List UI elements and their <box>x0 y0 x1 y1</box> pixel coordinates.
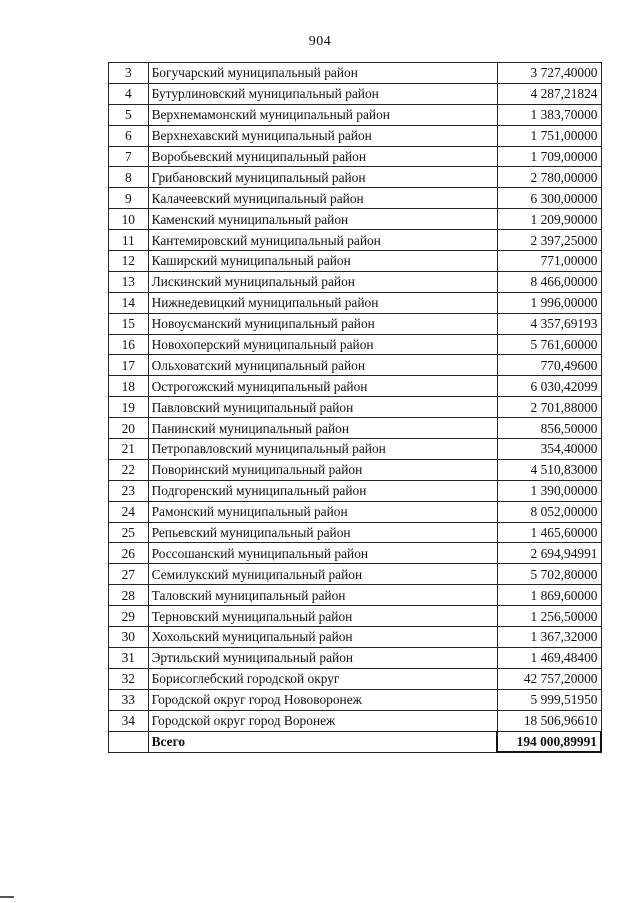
row-number-cell: 8 <box>109 167 149 188</box>
row-number-cell: 29 <box>109 606 149 627</box>
row-number-cell: 22 <box>109 459 149 480</box>
table-row <box>109 543 602 564</box>
amount-cell: 1 869,60000 <box>497 585 601 606</box>
amount-cell: 1 209,90000 <box>497 209 601 230</box>
municipality-name-cell: Терновский муниципальный район <box>148 606 497 627</box>
municipality-name-cell: Кантемировский муниципальный район <box>148 230 497 251</box>
row-number-cell: 11 <box>109 230 149 251</box>
amount-cell: 1 469,48400 <box>497 647 601 668</box>
row-number-cell: 13 <box>109 271 149 292</box>
municipality-name-cell: Лискинский муниципальный район <box>148 271 497 292</box>
municipality-name-cell: Городской округ город Воронеж <box>148 710 497 731</box>
municipality-name-cell: Воробьевский муниципальный район <box>148 146 497 167</box>
table-row <box>109 668 602 689</box>
row-number-cell: 6 <box>109 125 149 146</box>
row-number-cell: 25 <box>109 522 149 543</box>
municipality-name-cell: Хохольский муниципальный район <box>148 627 497 648</box>
table-row <box>109 480 602 501</box>
table-row <box>109 355 602 376</box>
amount-cell: 2 694,94991 <box>497 543 601 564</box>
amount-cell: 1 383,70000 <box>497 104 601 125</box>
total-row <box>109 731 602 752</box>
table-row <box>109 522 602 543</box>
row-number-cell: 19 <box>109 397 149 418</box>
municipality-name-cell: Острогожский муниципальный район <box>148 376 497 397</box>
table-row <box>109 418 602 439</box>
table-row <box>109 167 602 188</box>
row-number-cell: 27 <box>109 564 149 585</box>
municipality-name-cell: Ольховатский муниципальный район <box>148 355 497 376</box>
row-number-cell: 31 <box>109 647 149 668</box>
amount-cell: 1 367,32000 <box>497 627 601 648</box>
municipality-name-cell: Богучарский муниципальный район <box>148 63 497 84</box>
municipality-name-cell: Таловский муниципальный район <box>148 585 497 606</box>
allocation-table <box>108 62 602 753</box>
row-number-cell: 17 <box>109 355 149 376</box>
amount-cell: 8 466,00000 <box>497 271 601 292</box>
municipality-name-cell: Каменский муниципальный район <box>148 209 497 230</box>
municipality-name-cell: Петропавловский муниципальный район <box>148 439 497 460</box>
table-row <box>109 251 602 272</box>
table-row <box>109 63 602 84</box>
amount-cell: 4 357,69193 <box>497 313 601 334</box>
municipality-name-cell: Борисоглебский городской округ <box>148 668 497 689</box>
municipality-name-cell: Павловский муниципальный район <box>148 397 497 418</box>
row-number-cell: 21 <box>109 439 149 460</box>
table-row <box>109 376 602 397</box>
municipality-name-cell: Верхнемамонский муниципальный район <box>148 104 497 125</box>
row-number-cell: 18 <box>109 376 149 397</box>
table-row <box>109 188 602 209</box>
table-row <box>109 230 602 251</box>
row-number-cell: 28 <box>109 585 149 606</box>
municipality-name-cell: Панинский муниципальный район <box>148 418 497 439</box>
table-row <box>109 104 602 125</box>
page-number: 904 <box>308 34 332 49</box>
municipality-name-cell: Россошанский муниципальный район <box>148 543 497 564</box>
municipality-name-cell: Каширский муниципальный район <box>148 251 497 272</box>
amount-cell: 1 709,00000 <box>497 146 601 167</box>
municipality-name-cell: Подгоренский муниципальный район <box>148 480 497 501</box>
amount-cell: 2 780,00000 <box>497 167 601 188</box>
municipality-name-cell: Рамонский муниципальный район <box>148 501 497 522</box>
amount-cell: 2 701,88000 <box>497 397 601 418</box>
row-number-cell: 14 <box>109 292 149 313</box>
table-row <box>109 564 602 585</box>
municipality-name-cell: Верхнехавский муниципальный район <box>148 125 497 146</box>
amount-cell: 42 757,20000 <box>497 668 601 689</box>
row-number-cell: 34 <box>109 710 149 731</box>
amount-cell: 5 761,60000 <box>497 334 601 355</box>
row-number-cell: 32 <box>109 668 149 689</box>
total-amount-cell: 194 000,89991 <box>497 731 601 752</box>
row-number-cell: 12 <box>109 251 149 272</box>
amount-cell: 771,00000 <box>497 251 601 272</box>
row-number-cell: 23 <box>109 480 149 501</box>
table-row <box>109 292 602 313</box>
table-row <box>109 606 602 627</box>
table-row <box>109 710 602 731</box>
amount-cell: 354,40000 <box>497 439 601 460</box>
amount-cell: 2 397,25000 <box>497 230 601 251</box>
table-row <box>109 83 602 104</box>
amount-cell: 6 300,00000 <box>497 188 601 209</box>
table-body <box>109 63 602 753</box>
table-row <box>109 334 602 355</box>
row-number-cell: 7 <box>109 146 149 167</box>
table-row <box>109 459 602 480</box>
total-label-cell: Всего <box>148 731 497 752</box>
municipality-name-cell: Новохоперский муниципальный район <box>148 334 497 355</box>
row-number-cell: 15 <box>109 313 149 334</box>
amount-cell: 1 256,50000 <box>497 606 601 627</box>
amount-cell: 1 751,00000 <box>497 125 601 146</box>
municipality-name-cell: Эртильский муниципальный район <box>148 647 497 668</box>
amount-cell: 1 390,00000 <box>497 480 601 501</box>
row-number-cell: 9 <box>109 188 149 209</box>
municipality-name-cell: Бутурлиновский муниципальный район <box>148 83 497 104</box>
table-row <box>109 125 602 146</box>
table-row <box>109 209 602 230</box>
row-number-cell: 4 <box>109 83 149 104</box>
table-row <box>109 313 602 334</box>
amount-cell: 5 702,80000 <box>497 564 601 585</box>
table-row <box>109 689 602 710</box>
table-row <box>109 501 602 522</box>
amount-cell: 18 506,96610 <box>497 710 601 731</box>
municipality-name-cell: Семилукский муниципальный район <box>148 564 497 585</box>
amount-cell: 856,50000 <box>497 418 601 439</box>
municipality-name-cell: Городской округ город Нововоронеж <box>148 689 497 710</box>
amount-cell: 1 996,00000 <box>497 292 601 313</box>
row-number-cell: 24 <box>109 501 149 522</box>
table-row <box>109 271 602 292</box>
row-number-cell: 3 <box>109 63 149 84</box>
amount-cell: 4 287,21824 <box>497 83 601 104</box>
amount-cell: 6 030,42099 <box>497 376 601 397</box>
table-row <box>109 146 602 167</box>
row-number-cell: 30 <box>109 627 149 648</box>
table-row <box>109 627 602 648</box>
scan-edge-mark <box>0 896 14 898</box>
row-number-cell: 10 <box>109 209 149 230</box>
amount-cell: 4 510,83000 <box>497 459 601 480</box>
row-number-cell: 33 <box>109 689 149 710</box>
row-number-cell: 5 <box>109 104 149 125</box>
amount-cell: 8 052,00000 <box>497 501 601 522</box>
table-row <box>109 397 602 418</box>
municipality-name-cell: Грибановский муниципальный район <box>148 167 497 188</box>
total-number-cell <box>109 731 149 752</box>
table-row <box>109 647 602 668</box>
municipality-name-cell: Поворинский муниципальный район <box>148 459 497 480</box>
municipality-name-cell: Калачеевский муниципальный район <box>148 188 497 209</box>
row-number-cell: 16 <box>109 334 149 355</box>
table-row <box>109 439 602 460</box>
amount-cell: 5 999,51950 <box>497 689 601 710</box>
row-number-cell: 20 <box>109 418 149 439</box>
municipality-name-cell: Нижнедевицкий муниципальный район <box>148 292 497 313</box>
amount-cell: 3 727,40000 <box>497 63 601 84</box>
amount-cell: 770,49600 <box>497 355 601 376</box>
row-number-cell: 26 <box>109 543 149 564</box>
amount-cell: 1 465,60000 <box>497 522 601 543</box>
table-row <box>109 585 602 606</box>
municipality-name-cell: Новоусманский муниципальный район <box>148 313 497 334</box>
municipality-name-cell: Репьевский муниципальный район <box>148 522 497 543</box>
